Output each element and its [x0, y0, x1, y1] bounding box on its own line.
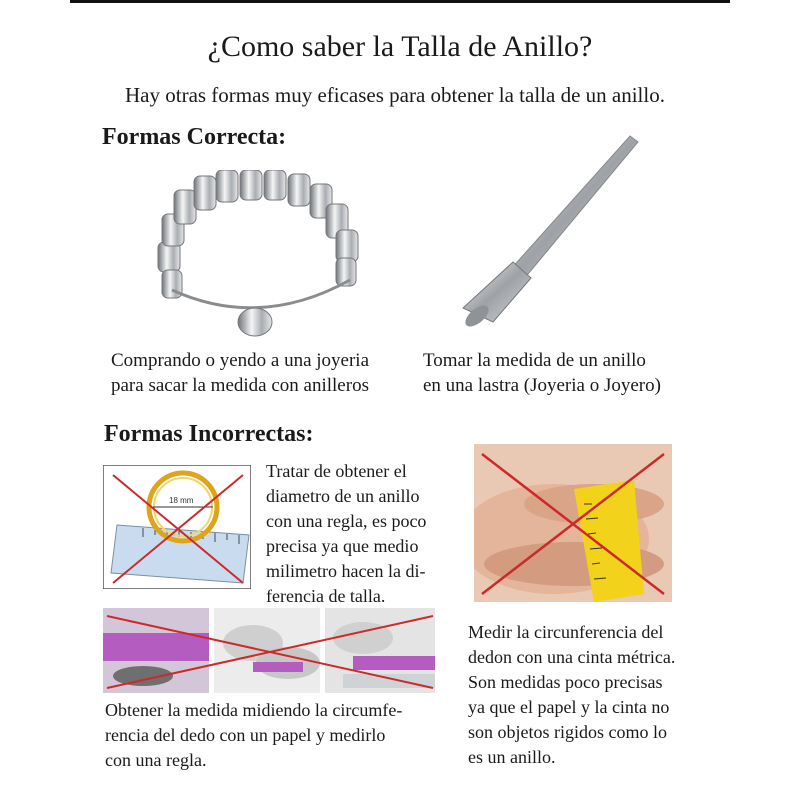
ruler-text-line: diametro de un anillo: [266, 486, 420, 506]
tape-text-line: son objetos rigidos como lo: [468, 722, 667, 742]
mandrel-caption-line2: en una lastra (Joyeria o Joyero): [423, 375, 661, 396]
paper-text: [105, 698, 402, 773]
ring-mandrel-icon: [455, 130, 655, 330]
ruler-measure-label: 18 mm: [169, 496, 194, 505]
incorrect-heading: Formas Incorrectas:: [104, 421, 314, 447]
tape-text-line: ya que el papel y la cinta no: [468, 697, 670, 717]
paper-text-line: rencia del dedo con un papel y medirlo: [105, 725, 386, 745]
tape-text-line: Medir la circunferencia del: [468, 622, 664, 642]
tape-text-line: dedon con una cinta métrica.: [468, 647, 676, 667]
ruler-text-line: milimetro hacen la di-: [266, 561, 426, 581]
ruler-text-line: precisa ya que medio: [266, 536, 419, 556]
paper-strip-image: [103, 608, 435, 693]
page-title: ¿Como saber la Talla de Anillo?: [207, 30, 593, 63]
tape-measure-icon: [474, 444, 672, 602]
ring-sizer-icon: [150, 170, 370, 340]
mandrel-caption-line1: Tomar la medida de un anillo: [423, 350, 646, 371]
tape-text-line: Son medidas poco precisas: [468, 672, 663, 692]
top-rule: [70, 0, 730, 3]
paper-strip-icon: [103, 608, 435, 693]
ruler-text: [266, 459, 426, 609]
tape-text-line: es un anillo.: [468, 747, 556, 767]
ruler-text-line: con una regla, es poco: [266, 511, 427, 531]
ruler-image: [103, 465, 251, 589]
ruler-text-line: Tratar de obtener el: [266, 461, 407, 481]
tape-text: [468, 620, 675, 770]
paper-text-line: con una regla.: [105, 750, 207, 770]
correct-heading: Formas Correcta:: [102, 124, 287, 150]
ring-sizer-caption-line2: para sacar la medida con anilleros: [111, 375, 369, 396]
paper-text-line: Obtener la medida midiendo la circumfe-: [105, 700, 403, 720]
page-subtitle: Hay otras formas muy eficases para obtener la talla de un anillo.: [125, 83, 665, 107]
ring-sizer-image: [150, 170, 370, 340]
ring-mandrel-image: [455, 130, 655, 330]
tape-measure-image: [474, 444, 672, 602]
ruler-icon: [103, 465, 251, 589]
ring-sizer-caption-line1: Comprando o yendo a una joyeria: [111, 350, 370, 371]
ruler-text-line: ferencia de talla.: [266, 586, 386, 606]
